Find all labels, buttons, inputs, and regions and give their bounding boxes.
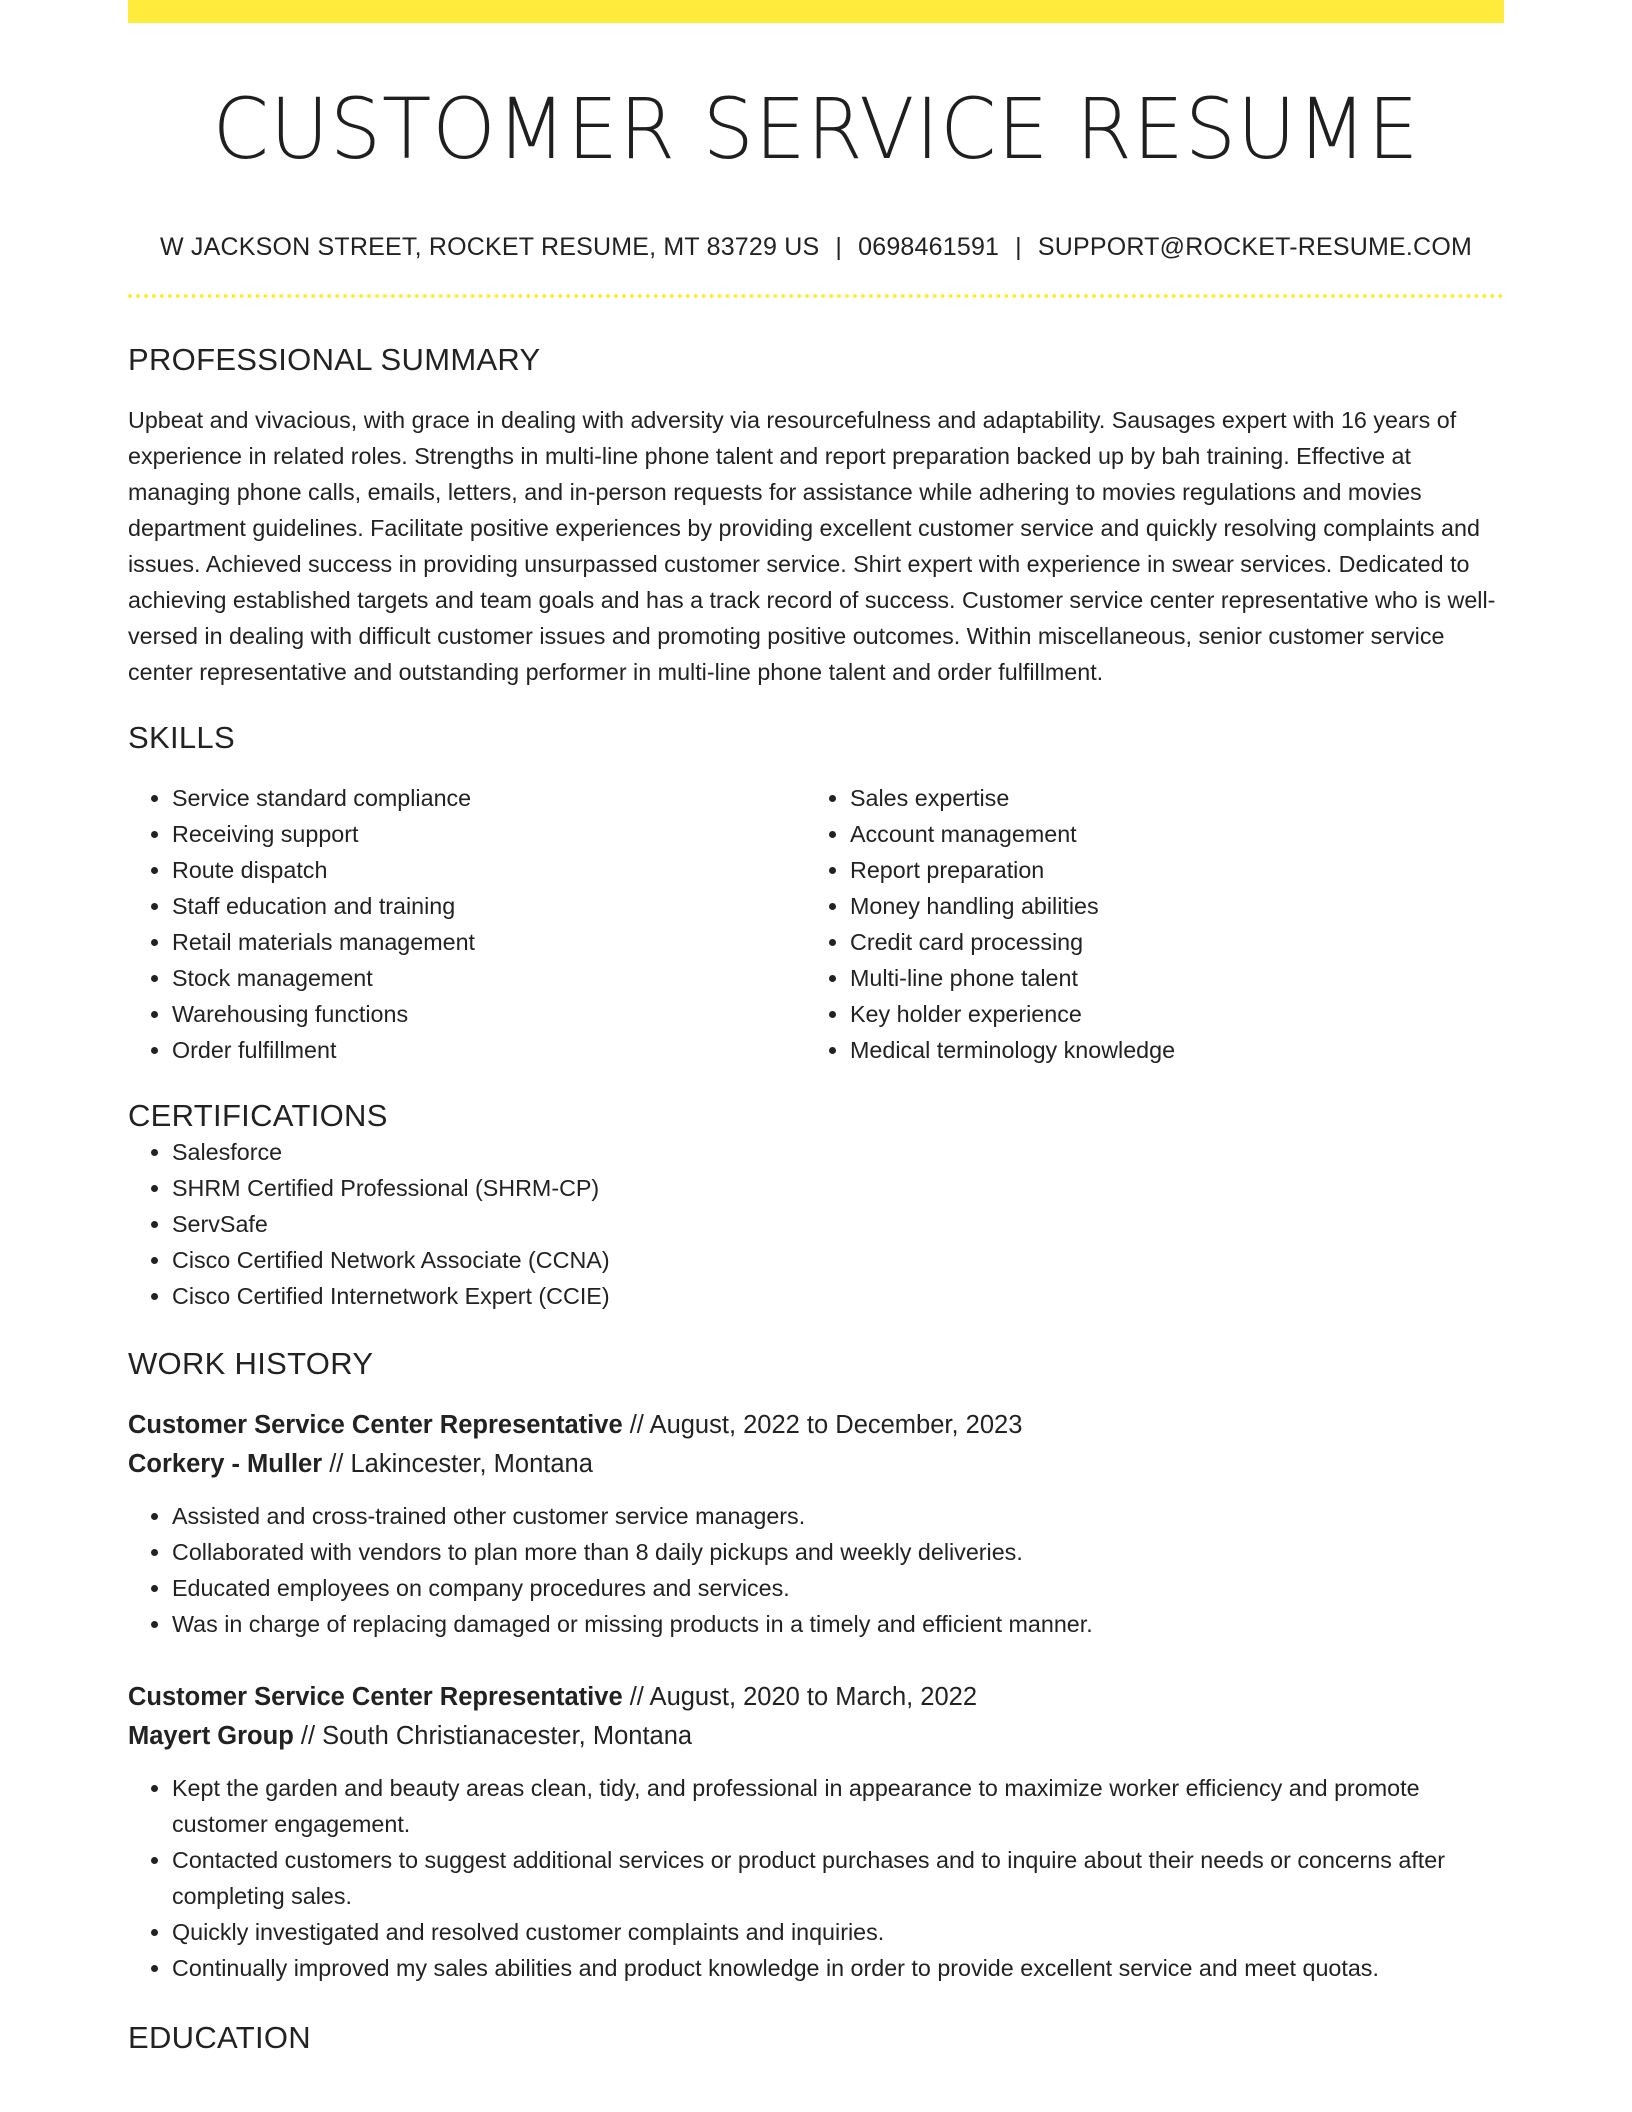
skill-item: • Credit card processing [850,924,1484,960]
skill-item: • Stock management [172,960,806,996]
job-title: Customer Service Center Representative [128,1683,623,1712]
job-bullet: • Assisted and cross-trained other customer service managers. [172,1498,1504,1534]
job-dates: // August, 2020 to March, 2022 [622,1683,978,1712]
contact-phone: 0698461591 [858,233,1000,262]
skills-heading: SKILLS [128,720,235,756]
skill-item: • Staff education and training [172,888,806,924]
skill-item: • Route dispatch [172,852,806,888]
skill-item: • Money handling abilities [850,888,1484,924]
job-title: Customer Service Center Representative [128,1411,623,1440]
skill-item: • Sales expertise [850,780,1484,816]
job-entry [128,1406,1504,1642]
skill-item: • Report preparation [850,852,1484,888]
skill-item: • Key holder experience [850,996,1484,1032]
contact-separator: | [835,233,843,262]
job-dates: // August, 2022 to December, 2023 [622,1411,1023,1440]
skills-grid [128,780,1504,1068]
job-location: // South Christianacester, Montana [293,1722,693,1751]
contact-email: SUPPORT@ROCKET-RESUME.COM [1037,233,1472,262]
job-company-line [128,1717,1504,1756]
job-bullet: • Contacted customers to suggest additional services or product purchases and to inquire about their needs or concerns after completing sales. [172,1842,1504,1914]
certifications-heading: CERTIFICATIONS [128,1098,388,1134]
job-bullet: • Collaborated with vendors to plan more than 8 daily pickups and weekly deliveries. [172,1534,1504,1570]
certifications-list [128,1134,1504,1314]
job-entry [128,1678,1504,1986]
skill-item: • Order fulfillment [172,1032,806,1068]
job-title-line [128,1678,1504,1717]
accent-top-bar [128,0,1504,23]
skill-item: • Multi-line phone talent [850,960,1484,996]
certification-item: • Cisco Certified Network Associate (CCNA) [172,1242,1504,1278]
certification-item: • ServSafe [172,1206,1504,1242]
skill-item: • Warehousing functions [172,996,806,1032]
job-company: Corkery - Muller [128,1450,323,1479]
job-bullets [128,1498,1504,1642]
job-bullet: • Quickly investigated and resolved customer complaints and inquiries. [172,1914,1504,1950]
skill-item: • Medical terminology knowledge [850,1032,1484,1068]
dotted-divider [128,294,1504,298]
contact-separator: | [1015,233,1022,262]
certification-item: • Cisco Certified Internetwork Expert (CCIE) [172,1278,1504,1314]
contact-line [128,233,1504,262]
job-title-line [128,1406,1504,1445]
skill-item: • Service standard compliance [172,780,806,816]
skill-item: • Account management [850,816,1484,852]
job-bullet: • Kept the garden and beauty areas clean, tidy, and professional in appearance to maximize worker efficiency and promote customer engagement. [172,1770,1504,1842]
job-bullet: • Educated employees on company procedures and services. [172,1570,1504,1606]
job-company: Mayert Group [128,1722,294,1751]
skills-left-list [128,780,806,1068]
job-bullets [128,1770,1504,1986]
skills-right-list [806,780,1484,1068]
work-history-heading: WORK HISTORY [128,1346,374,1382]
resume-page [128,0,1504,2056]
skill-item: • Retail materials management [172,924,806,960]
resume-title: CUSTOMER SERVICE RESUME [212,80,1420,178]
summary-text: Upbeat and vivacious, with grace in dealing with adversity via resourcefulness and adaptability. Sausages expert with 16 years of experience in related roles. Strengths in multi-line phone talent and report preparation backed up by bah training. Effective at managing phone calls, emails, letters, and in-person requests for assistance while adhering to movies regulations and movies department guidelines. Facilitate positive experiences by providing excellent customer service and quickly resolving complaints and issues. Achieved success in providing unsurpassed customer service. Shirt expert with experience in swear services. Dedicated to achieving established targets and team goals and has a track record of success. Customer service center representative who is well-versed in dealing with difficult customer issues and promoting positive outcomes. Within miscellaneous, senior customer service center representative and outstanding performer in multi-line phone talent and order fulfillment. [128,407,1496,686]
job-bullet: • Continually improved my sales abilities and product knowledge in order to provide excellent service and meet quotas. [172,1950,1504,1986]
skill-item: • Receiving support [172,816,806,852]
job-bullet: • Was in charge of replacing damaged or missing products in a timely and efficient manner. [172,1606,1504,1642]
job-location: // Lakincester, Montana [322,1450,593,1479]
certification-item: • Salesforce [172,1134,1504,1170]
certification-item: • SHRM Certified Professional (SHRM-CP) [172,1170,1504,1206]
job-company-line [128,1445,1504,1484]
contact-address: W JACKSON STREET, ROCKET RESUME, MT 83729 US [159,233,820,262]
summary-heading: PROFESSIONAL SUMMARY [128,342,541,378]
education-heading: EDUCATION [128,2020,311,2056]
